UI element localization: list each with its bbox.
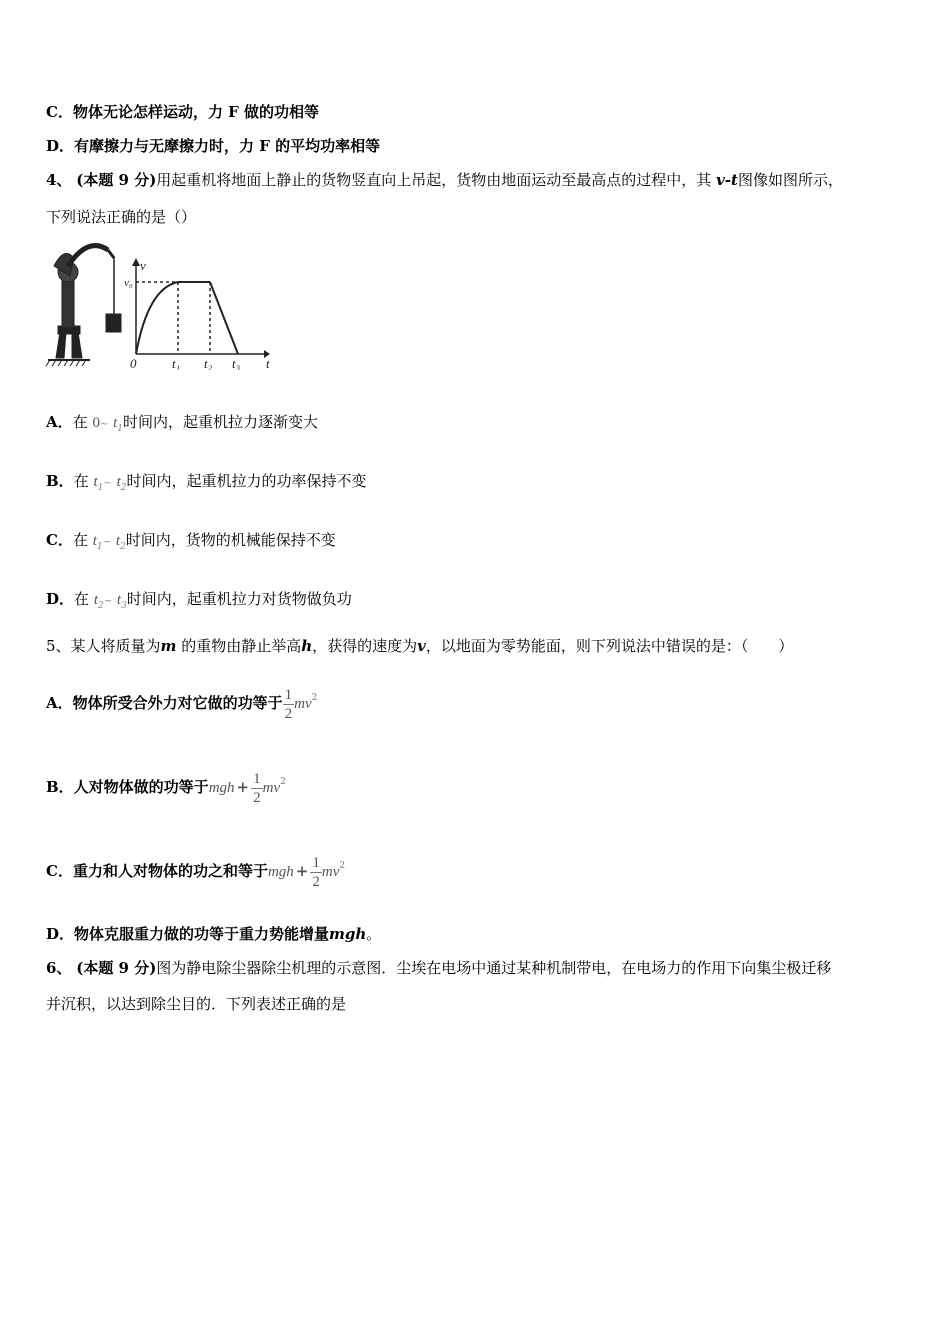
q5-stem: 5、某人将质量为m 的重物由静止举高h，获得的速度为v，以地面为零势能面，则下列说法中错误的是：（ ）: [46, 637, 794, 655]
q5-option-a: A．物体所受合外力对它做的功等于 $\frac{1}{2}$ $mv^2$: [46, 686, 318, 722]
fraction-half: $\frac{1}{2}$: [253, 770, 261, 806]
q3-option-d: D．有摩擦力与无摩擦力时，力 F 的平均功率相等: [46, 137, 381, 155]
q4-option-b: B．在 $t_1\sim$ $t_2$时间内，起重机拉力的功率保持不变: [46, 472, 367, 493]
q4-figure: [44, 236, 274, 370]
fraction-half: $\frac{1}{2}$: [312, 854, 320, 890]
origin-label: 0: [130, 356, 137, 370]
t3-label: t₃: [232, 356, 241, 370]
t2-label: t₂: [204, 356, 213, 370]
q5-option-d: D．物体克服重力做的功等于重力势能增量mgh。: [46, 925, 382, 943]
axis-v-label: v: [140, 258, 146, 273]
q4-option-a: A．在 0~ $t_1$时间内，起重机拉力逐渐变大: [46, 413, 319, 434]
q5-option-c: C．重力和人对物体的功之和等于mgh + $\frac{1}{2}$ $mv^2$: [46, 854, 346, 890]
vt-graph: [124, 258, 270, 370]
q4-stem-line1: 4、 (本题 9 分)用起重机将地面上静止的货物竖直向上吊起，货物由地面运动至最高点的过程中，其 v-t图像如图所示，: [46, 171, 843, 189]
q4-stem-line2: 下列说法正确的是（）: [46, 208, 197, 226]
q5-option-b: B．人对物体做的功等于mgh + $\frac{1}{2}$ $mv^2$: [46, 770, 286, 806]
fraction-half: $\frac{1}{2}$: [284, 686, 293, 722]
t1-label: t₁: [172, 356, 181, 370]
crane-illustration: [46, 246, 121, 366]
axis-t-label: t: [266, 356, 270, 370]
q4-option-c: C．在 $t_1\sim$ $t_2$时间内，货物的机械能保持不变: [46, 531, 336, 552]
q3-option-c: C．物体无论怎样运动，力 F 做的功相等: [46, 103, 320, 121]
q4-option-d: D．在 $t_2\sim$ $t_3$时间内，起重机拉力对货物做负功: [46, 590, 352, 611]
v0-label: v₀: [124, 277, 133, 289]
q6-stem-line2: 并沉积，以达到除尘目的．下列表述正确的是: [46, 995, 347, 1013]
q6-stem-line1: 6、 (本题 9 分)图为静电除尘器除尘机理的示意图．尘埃在电场中通过某种机制带电，在电场力的作用下向集尘极迁移: [46, 959, 832, 977]
